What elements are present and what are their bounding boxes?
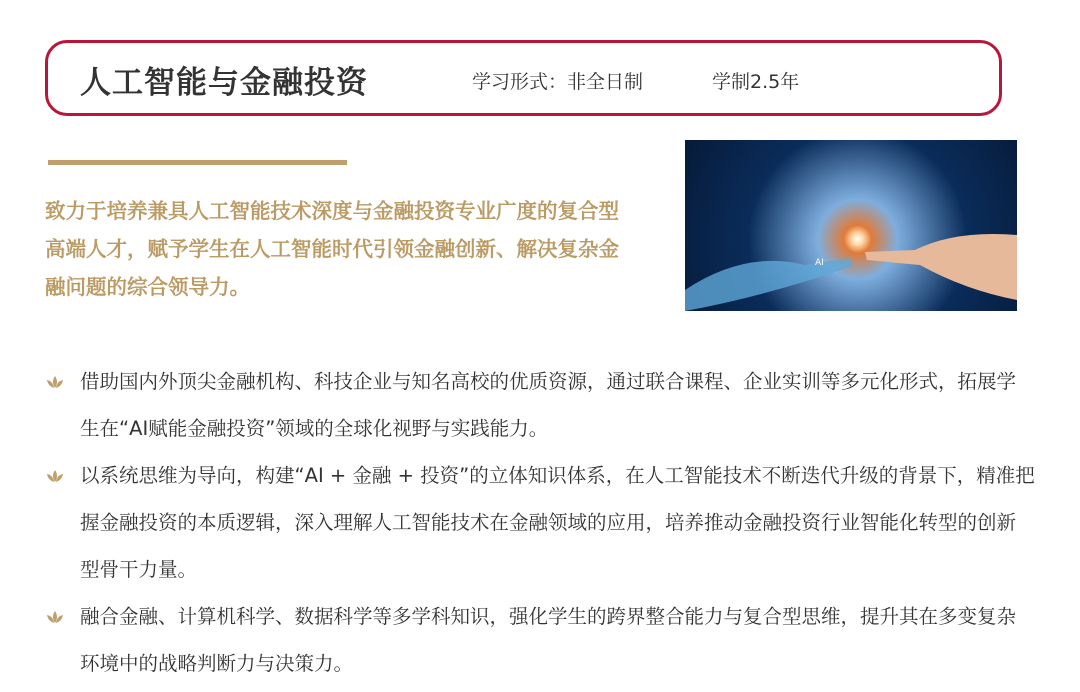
intro-text: 致力于培养兼具人工智能技术深度与金融投资专业广度的复合型高端人才，赋予学生在人工智能时代引领金融创新、解决复杂金融问题的综合领导力。 [45, 199, 619, 299]
ai-hands-illustration [685, 140, 1017, 311]
lotus-icon [45, 609, 65, 625]
feature-list [45, 358, 1035, 687]
program-header [45, 40, 1002, 116]
duration: 学制2.5年 [712, 71, 800, 93]
ai-label: AI [815, 258, 824, 268]
hero-image [685, 140, 1017, 311]
list-item: 借助国内外顶尖金融机构、科技企业与知名高校的优质资源，通过联合课程、企业实训等多元化形式，拓展学生在“AI赋能金融投资”领域的全球化视野与实践能力。 [45, 358, 1035, 452]
lotus-icon [45, 468, 65, 484]
list-item: 以系统思维为导向，构建“AI + 金融 + 投资”的立体知识体系，在人工智能技术不断迭代升级的背景下，精准把握金融投资的本质逻辑，深入理解人工智能技术在金融领域的应用，培养推动金融投资行业智能化转型的创新型骨干力量。 [45, 452, 1035, 593]
program-title: 人工智能与金融投资 [80, 65, 368, 101]
divider [48, 160, 347, 165]
study-mode: 学习形式：非全日制 [472, 71, 644, 93]
list-item: 融合金融、计算机科学、数据科学等多学科知识，强化学生的跨界整合能力与复合型思维，提升其在多变复杂环境中的战略判断力与决策力。 [45, 593, 1035, 687]
lotus-icon [45, 374, 65, 390]
